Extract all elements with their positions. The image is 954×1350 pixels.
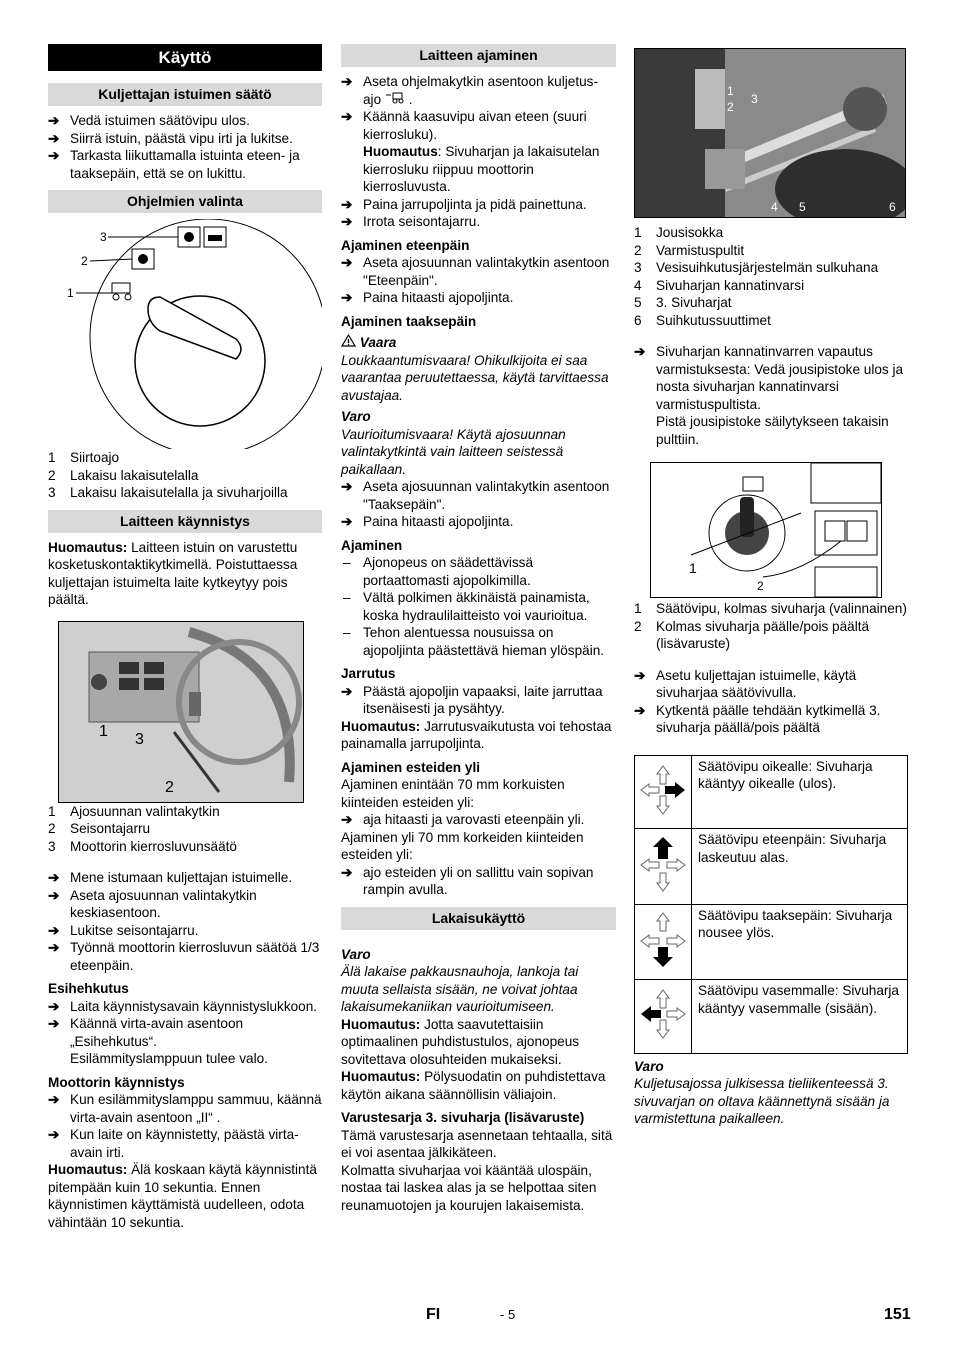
subheading-obstacles: Ajaminen esteiden yli: [341, 759, 481, 775]
arrow-icon: ➔: [48, 1127, 60, 1142]
side-brush-photo: [634, 48, 906, 218]
caution-label: Varo: [634, 1058, 664, 1074]
note: Huomautus: Pölysuodatin on puhdistettava käytön aikana säännöllisin väliajoin.: [341, 1069, 606, 1102]
caution-text: Vaurioitumisvaara! Käytä ajosuunnan valintakytkintä vain laitteen seistessä paikallaan.: [341, 426, 566, 477]
legend-item: 1 Ajosuunnan valintakytkin: [48, 803, 220, 819]
table-row: [635, 755, 908, 829]
step: ➔ Käännä virta-avain asentoon „Esihehkutus“.: [48, 1016, 244, 1049]
note: Huomautus: Sivuharjan ja lakaisutelan kierrosluku riippuu moottorin kierrosluvusta.: [363, 144, 600, 194]
joystick-figure: [650, 462, 882, 598]
list-item: – Tehon alentuessa nousuissa on ajopoljinta päästettävä hieman ylöspäin.: [343, 625, 605, 658]
arrow-icon: ➔: [48, 113, 60, 128]
arrow-icon: ➔: [48, 922, 60, 938]
arrow-icon: ➔: [341, 255, 353, 270]
step: ➔ Asetu kuljettajan istuimelle, käytä sivuharjaa säätövivulla.: [634, 667, 857, 700]
fig-label: 3: [751, 92, 758, 106]
column-3: [634, 44, 908, 1128]
arrow-icon: ➔: [341, 514, 353, 529]
arrow-icon: ➔: [48, 1016, 60, 1031]
legend-item: 3 Vesisuihkutusjärjestelmän sulkuhana: [634, 260, 879, 275]
paragraph: Ajaminen yli 70 mm korkeiden kiinteiden esteiden yli:: [341, 829, 584, 862]
table-cell: Säätövipu vasemmalle: Sivuharja kääntyy vasemmalle (sisään).: [692, 980, 908, 1054]
footer-page-short: - 5: [500, 1307, 516, 1322]
fig-label: 3: [135, 730, 144, 748]
section-heading-program: Ohjelmien valinta: [48, 190, 322, 213]
step-note: Pistä jousipistoke säilytykseen takaisin pulttiin.: [656, 414, 889, 447]
fig-label: 1: [727, 84, 734, 98]
fig-label: 2: [727, 100, 734, 114]
step: ➔ Irrota seisontajarru.: [341, 214, 481, 229]
arrow-icon: ➔: [341, 290, 353, 305]
transport-mode-icon: [385, 92, 405, 104]
legend-item: 3 Moottorin kierrosluvunsäätö: [48, 838, 237, 854]
table-cell: Säätövipu taaksepäin: Sivuharja nousee ylös.: [692, 904, 908, 980]
arrow-icon: ➔: [634, 667, 646, 683]
subheading-forward: Ajaminen eteenpäin: [341, 237, 470, 253]
table-row: [635, 980, 908, 1054]
caution-text: Älä lakaise pakkausnauhoja, lankoja tai muuta sellaista sisään, ne voivat johtaa lakaisumekaniikan vaurioitumiseen.: [341, 964, 579, 1014]
lever-table: [634, 755, 908, 1054]
caution-label: Varo: [341, 946, 371, 962]
arrow-icon: ➔: [341, 74, 353, 89]
step: ➔ Laita käynnistysavain käynnistyslukkoon.: [48, 998, 318, 1014]
fig-label: 1: [689, 560, 697, 576]
legend-item: 5 3. Sivuharjat: [634, 295, 732, 310]
step: ➔ Kytkentä päälle tehdään kytkimellä 3. sivuharja päällä/pois päältä: [634, 702, 881, 735]
step: ➔ Kun laite on käynnistetty, päästä virta-avain irti.: [48, 1127, 299, 1160]
arrow-icon: ➔: [341, 479, 353, 494]
arrow-icon: ➔: [341, 683, 353, 699]
paragraph: Tämä varustesarja asennetaan tehtaalla, sitä ei voi asentaa jälkikäteen.: [341, 1127, 613, 1160]
fig-label: 2: [81, 254, 88, 268]
arrow-icon: ➔: [341, 812, 353, 827]
subheading-driving: Ajaminen: [341, 537, 403, 553]
subheading-preheat: Esihehkutus: [48, 981, 129, 996]
arrow-icon: ➔: [634, 344, 646, 359]
dashboard-photo: [58, 621, 304, 803]
legend-item: 6 Suihkutussuuttimet: [634, 312, 771, 328]
subheading-kit: Varustesarja 3. sivuharja (lisävaruste): [341, 1110, 585, 1125]
section-heading-driving: Laitteen ajaminen: [341, 44, 616, 67]
legend-item: 3 Lakaisu lakaisutelalla ja sivuharjoilla: [48, 485, 288, 500]
step-note: Esilämmityslamppuun tulee valo.: [70, 1051, 268, 1066]
arrow-icon: ➔: [48, 870, 60, 885]
step: ➔ Aseta ajosuunnan valintakytkin asentoon "Eteenpäin".: [341, 255, 610, 288]
step: ➔ Paina jarrupoljinta ja pidä painettuna.: [341, 196, 587, 212]
page-title: Käyttö: [48, 44, 322, 71]
danger-text: Loukkaantumisvaara! Ohikulkijoita ei saa vaarantaa peruutettaessa, käytä tarvittaessa avustajaa.: [341, 352, 609, 403]
step: ➔ Paina hitaasti ajopoljinta.: [341, 290, 514, 305]
legend-item: 1 Säätövipu, kolmas sivuharja (valinnainen): [634, 601, 907, 616]
fig-label: 5: [799, 200, 806, 214]
note: Huomautus: Älä koskaan käytä käynnistintä pitempään kuin 10 sekuntia. Ennen käynnistimen käyttämistä uudelleen, odota vähintään 10 sekuntia.: [48, 1162, 317, 1230]
fig-label: 3: [100, 230, 107, 244]
note: Huomautus: Jotta saavutettaisiin optimaalinen puhdistustulos, ajonopeus sovitettava olosuhteiden mukaiseksi.: [341, 1016, 580, 1067]
footer-language: FI: [426, 1306, 441, 1323]
legend-item: 2 Lakaisu lakaisutelalla: [48, 467, 199, 483]
step: ➔ Aseta ajosuunnan valintakytkin asentoon "Taaksepäin".: [341, 479, 610, 512]
step: ➔ Aseta ohjelmakytkin asentoon kuljetus-ajo .: [341, 74, 598, 107]
legend-item: 1 Jousisokka: [634, 225, 724, 240]
step: ➔ Mene istumaan kuljettajan istuimelle.: [48, 870, 293, 885]
arrow-icon: ➔: [48, 148, 60, 163]
legend-item: 1 Siirtoajo: [48, 450, 120, 465]
arrow-icon: ➔: [341, 864, 353, 880]
fig-label: 1: [99, 722, 108, 740]
table-cell: Säätövipu eteenpäin: Sivuharja laskeutuu alas.: [692, 829, 908, 905]
arrow-icon: ➔: [48, 1092, 60, 1107]
caution-label: Varo: [341, 409, 371, 424]
step: ➔ Siirrä istuin, päästä vipu irti ja lukitse.: [48, 130, 293, 146]
arrow-icon: ➔: [48, 130, 60, 146]
step: ➔ Päästä ajopoljin vapaaksi, laite jarruttaa itsenäisesti ja pysähtyy.: [341, 683, 603, 716]
fig-label: 1: [67, 286, 74, 300]
fig-label: 4: [771, 200, 778, 214]
note: Huomautus: Jarrutusvaikutusta voi tehostaa painamalla jarrupoljinta.: [341, 718, 612, 751]
arrow-up-icon: [635, 829, 692, 905]
subheading-motor: Moottorin käynnistys: [48, 1074, 185, 1090]
arrow-icon: ➔: [48, 940, 60, 955]
fig-label: 2: [757, 579, 764, 593]
legend-item: 2 Seisontajarru: [48, 821, 151, 836]
subheading-brake: Jarrutus: [341, 666, 396, 681]
arrow-icon: ➔: [341, 109, 353, 124]
list-item: – Vältä polkimen äkkinäistä painamista, koska hydraulilaitteisto voi vaurioitua.: [343, 590, 590, 623]
table-cell: Säätövipu oikealle: Sivuharja kääntyy oikealle (ulos).: [692, 755, 908, 829]
column-2: [341, 44, 616, 1214]
paragraph: Ajaminen enintään 70 mm korkuisten kiinteiden esteiden yli:: [341, 777, 565, 810]
step: ➔ aja hitaasti ja varovasti eteenpäin yli.: [341, 812, 585, 827]
arrow-icon: ➔: [341, 214, 353, 229]
footer-page-number: 151: [884, 1306, 911, 1323]
table-row: [635, 829, 908, 905]
danger-label: Vaara: [341, 334, 616, 352]
step: ➔ ajo esteiden yli on sallittu vain sopivan rampin avulla.: [341, 864, 594, 897]
step: ➔ Vedä istuimen säätövipu ulos.: [48, 113, 250, 128]
legend-item: 4 Sivuharjan kannatinvarsi: [634, 277, 805, 293]
caution-text: Kuljetusajossa julkisessa tieliikenteessä 3. sivuvarjan on oltava käännettynä sisään ja varmistettuna paikalleen.: [634, 1076, 890, 1126]
arrow-icon: ➔: [48, 998, 60, 1014]
section-heading-seat: Kuljettajan istuimen säätö: [48, 83, 322, 106]
section-heading-sweeping: Lakaisukäyttö: [341, 907, 616, 930]
note: Huomautus: Laitteen istuin on varustettu kosketuskontaktikytkimellä. Poistuttaessa kuljettajan istuimelta laite kytkeytyy pois päältä.: [48, 539, 298, 607]
arrow-down-icon: [635, 904, 692, 980]
column-1: [48, 44, 322, 1231]
step: ➔ Lukitse seisontajarru.: [48, 922, 199, 938]
arrow-right-icon: [635, 755, 692, 829]
subheading-reverse: Ajaminen taaksepäin: [341, 313, 477, 329]
arrow-icon: ➔: [48, 887, 60, 903]
fig-label: 2: [165, 778, 174, 796]
fig-label: 6: [889, 200, 896, 214]
warning-icon: [341, 334, 356, 347]
table-row: [635, 904, 908, 980]
step: ➔ Kun esilämmityslamppu sammuu, käännä virta-avain asentoon „II“ .: [48, 1092, 322, 1125]
legend-item: 2 Kolmas sivuharja päälle/pois päältä (lisävaruste): [634, 618, 870, 651]
step: ➔ Tarkasta liikuttamalla istuinta eteen- ja taaksepäin, että se on lukittu.: [48, 148, 300, 181]
step: ➔ Aseta ajosuunnan valintakytkin keskiasentoon.: [48, 887, 257, 920]
legend-item: 2 Varmistuspultit: [634, 242, 745, 258]
paragraph: Kolmatta sivuharjaa voi kääntää ulospäin, nostaa tai laskea alas ja se helpottaa siten reunamuotojen ja kourujen lakaisemista.: [341, 1162, 597, 1213]
program-dial-illustration: [48, 219, 322, 449]
section-heading-start: Laitteen käynnistys: [48, 510, 322, 533]
step: ➔ Käännä kaasuvipu aivan eteen (suuri kierrosluku).: [341, 109, 587, 142]
arrow-icon: ➔: [634, 702, 646, 718]
step: ➔ Työnnä moottorin kierrosluvun säätöä 1/3 eteenpäin.: [48, 940, 320, 973]
arrow-icon: ➔: [341, 196, 353, 212]
program-selector-figure: [48, 219, 322, 449]
step: ➔ Paina hitaasti ajopoljinta.: [341, 514, 514, 529]
step: ➔ Sivuharjan kannatinvarren vapautus varmistuksesta: Vedä jousipistoke ulos ja nosta sivuharjan kannatinvarsi varmistuspultista.: [634, 344, 904, 412]
list-item: – Ajonopeus on säädettävissä portaattomasti ajopolkimilla.: [343, 555, 534, 588]
arrow-left-icon: [635, 980, 692, 1054]
